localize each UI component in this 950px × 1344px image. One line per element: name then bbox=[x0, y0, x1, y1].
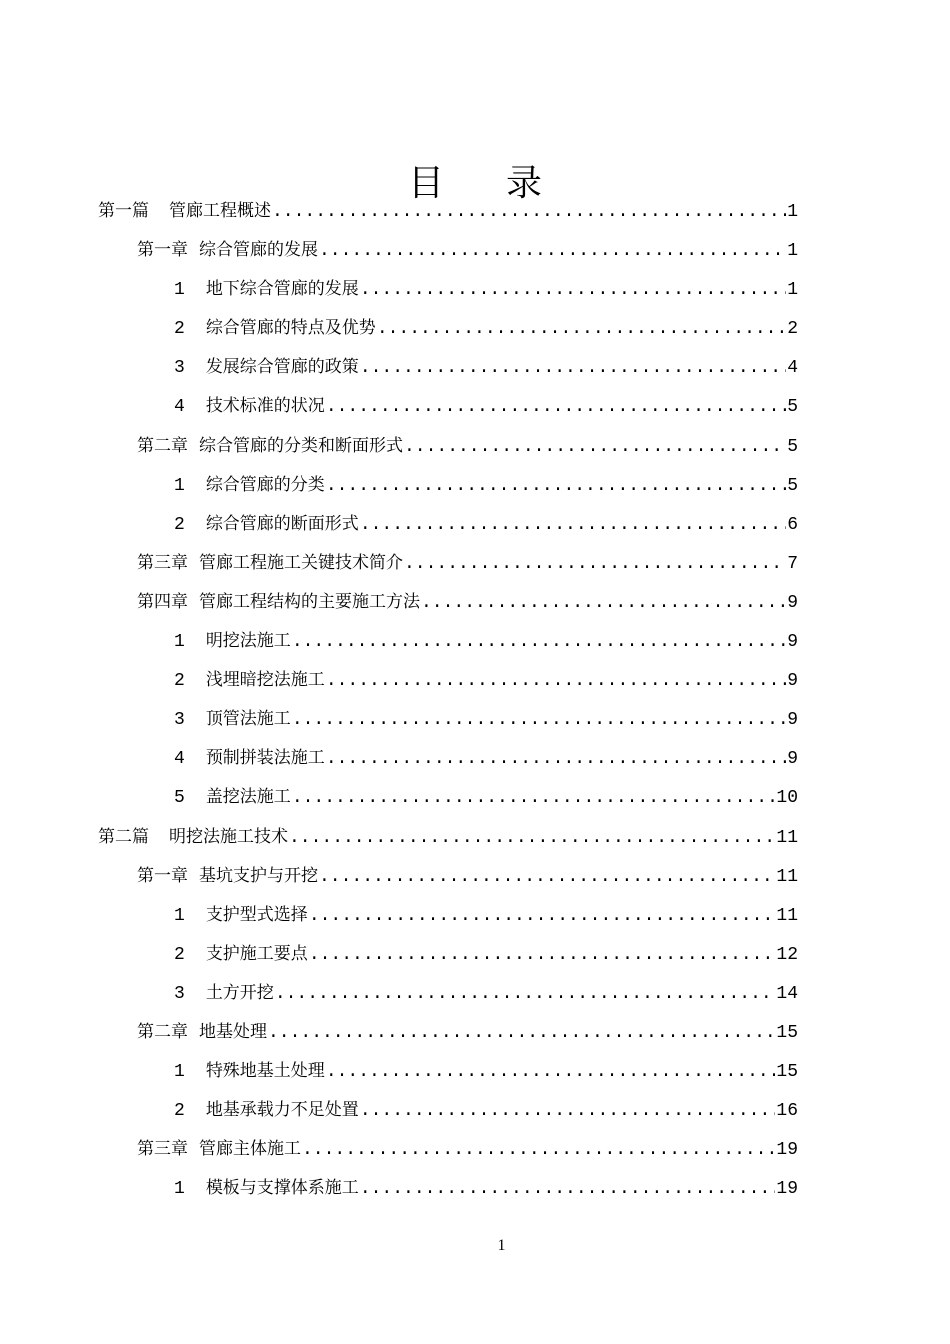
table-of-contents bbox=[98, 192, 798, 1208]
toc-entry-number: 2 bbox=[174, 671, 185, 692]
page-number: 1 bbox=[497, 1237, 506, 1254]
toc-entry-page: 9 bbox=[787, 749, 798, 770]
toc-entry-title: 综合管廊的分类 bbox=[205, 474, 325, 495]
toc-entry-number: 1 bbox=[174, 632, 185, 653]
toc-dot-leader bbox=[292, 779, 776, 817]
title-char-1: 目 bbox=[407, 163, 444, 205]
toc-entry-page: 11 bbox=[776, 905, 798, 926]
toc-entry-page: 15 bbox=[776, 1022, 798, 1043]
toc-entry-page: 19 bbox=[776, 1140, 798, 1161]
toc-entry-title: 管廊工程概述 bbox=[169, 201, 271, 221]
toc-entry[interactable] bbox=[98, 622, 798, 661]
toc-entry-number: 第一章 bbox=[137, 865, 188, 886]
toc-entry[interactable] bbox=[98, 505, 798, 544]
toc-entry[interactable] bbox=[98, 231, 798, 270]
toc-entry[interactable] bbox=[98, 1052, 798, 1091]
toc-entry-page: 9 bbox=[787, 671, 798, 692]
toc-entry-number: 4 bbox=[174, 749, 185, 770]
toc-dot-leader bbox=[292, 623, 786, 661]
toc-entry-number: 1 bbox=[174, 475, 185, 496]
toc-entry-title: 支护施工要点 bbox=[205, 943, 308, 964]
toc-entry-page: 9 bbox=[787, 592, 798, 613]
toc-entry-number: 第一章 bbox=[137, 240, 188, 261]
toc-entry-title: 管廊主体施工 bbox=[199, 1139, 301, 1160]
toc-entry[interactable] bbox=[98, 661, 798, 700]
toc-entry-number: 第三章 bbox=[137, 1139, 188, 1160]
toc-entry-title: 综合管廊的发展 bbox=[199, 240, 318, 261]
toc-entry-page: 5 bbox=[787, 436, 798, 457]
toc-entry[interactable] bbox=[98, 192, 798, 231]
toc-entry-title: 综合管廊的分类和断面形式 bbox=[199, 435, 403, 456]
toc-entry[interactable] bbox=[98, 270, 798, 309]
toc-entry-number: 第二章 bbox=[137, 1021, 188, 1042]
toc-entry[interactable] bbox=[98, 544, 798, 583]
toc-dot-leader bbox=[404, 428, 786, 466]
toc-entry-number: 1 bbox=[174, 1179, 185, 1200]
toc-dot-leader bbox=[272, 193, 786, 231]
title-char-2: 录 bbox=[506, 163, 543, 205]
toc-entry[interactable] bbox=[98, 1013, 798, 1052]
toc-entry-page: 4 bbox=[787, 358, 798, 379]
toc-entry[interactable] bbox=[98, 387, 798, 426]
toc-entry[interactable] bbox=[98, 700, 798, 739]
toc-entry-title: 技术标准的状况 bbox=[205, 396, 325, 417]
toc-entry-number: 2 bbox=[174, 514, 185, 535]
toc-dot-leader bbox=[377, 310, 786, 348]
toc-entry-title: 支护型式选择 bbox=[205, 904, 308, 925]
toc-dot-leader bbox=[268, 1014, 775, 1052]
toc-entry[interactable] bbox=[98, 857, 798, 896]
toc-dot-leader bbox=[326, 662, 786, 700]
toc-dot-leader bbox=[360, 506, 786, 544]
toc-entry-page: 14 bbox=[776, 983, 798, 1004]
toc-entry[interactable] bbox=[98, 974, 798, 1013]
toc-entry-number: 第一篇 bbox=[98, 201, 149, 221]
toc-dot-leader bbox=[326, 740, 786, 778]
toc-dot-leader bbox=[292, 701, 786, 739]
toc-entry-title: 发展综合管廊的政策 bbox=[205, 357, 359, 378]
toc-entry[interactable] bbox=[98, 778, 798, 817]
toc-dot-leader bbox=[319, 232, 786, 270]
toc-dot-leader bbox=[302, 1131, 775, 1169]
toc-entry-title: 明挖法施工 bbox=[205, 631, 291, 652]
toc-entry[interactable] bbox=[98, 309, 798, 348]
toc-entry-number: 2 bbox=[174, 1101, 185, 1122]
toc-entry-title: 模板与支撑体系施工 bbox=[205, 1178, 359, 1199]
toc-entry[interactable] bbox=[98, 427, 798, 466]
toc-dot-leader bbox=[319, 858, 775, 896]
toc-entry[interactable] bbox=[98, 583, 798, 622]
toc-entry-number: 第二章 bbox=[137, 435, 188, 456]
toc-entry-title: 浅埋暗挖法施工 bbox=[205, 670, 325, 691]
toc-dot-leader bbox=[404, 545, 786, 583]
toc-entry[interactable] bbox=[98, 896, 798, 935]
toc-entry-number: 第二篇 bbox=[98, 826, 149, 847]
toc-dot-leader bbox=[289, 819, 775, 857]
toc-entry-title: 地基承载力不足处置 bbox=[205, 1100, 359, 1121]
toc-entry-number: 1 bbox=[174, 1062, 185, 1083]
toc-dot-leader bbox=[275, 975, 776, 1013]
toc-entry-title: 盖挖法施工 bbox=[205, 787, 291, 808]
toc-entry-title: 管廊工程施工关键技术简介 bbox=[199, 552, 403, 573]
toc-entry-page: 1 bbox=[787, 241, 798, 262]
toc-entry[interactable] bbox=[98, 1130, 798, 1169]
toc-entry-title: 综合管廊的断面形式 bbox=[205, 513, 359, 534]
toc-entry-page: 5 bbox=[787, 397, 798, 418]
toc-entry-number: 1 bbox=[174, 280, 185, 301]
toc-entry-number: 2 bbox=[174, 319, 185, 340]
toc-entry-number: 4 bbox=[174, 397, 185, 418]
toc-entry-number: 3 bbox=[174, 358, 185, 379]
toc-entry-number: 3 bbox=[174, 983, 185, 1004]
toc-dot-leader bbox=[360, 1170, 776, 1208]
toc-entry-title: 顶管法施工 bbox=[205, 709, 291, 730]
toc-entry-title: 基坑支护与开挖 bbox=[199, 865, 318, 886]
toc-entry-title: 地下综合管廊的发展 bbox=[205, 279, 359, 300]
toc-dot-leader bbox=[326, 1053, 776, 1091]
toc-entry[interactable] bbox=[98, 818, 798, 857]
toc-entry-page: 15 bbox=[776, 1062, 798, 1083]
toc-entry-page: 1 bbox=[787, 202, 798, 222]
toc-entry[interactable] bbox=[98, 1169, 798, 1208]
toc-entry-title: 管廊工程结构的主要施工方法 bbox=[199, 591, 420, 612]
toc-entry-title: 特殊地基土处理 bbox=[205, 1061, 325, 1082]
toc-entry-page: 11 bbox=[776, 866, 798, 887]
toc-dot-leader bbox=[360, 349, 786, 387]
toc-entry-page: 19 bbox=[776, 1179, 798, 1200]
toc-entry-page: 12 bbox=[776, 944, 798, 965]
toc-entry-page: 16 bbox=[776, 1101, 798, 1122]
toc-dot-leader bbox=[309, 897, 776, 935]
toc-entry-title: 明挖法施工技术 bbox=[169, 826, 288, 847]
toc-entry-number: 1 bbox=[174, 905, 185, 926]
toc-dot-leader bbox=[326, 388, 786, 426]
toc-entry-title: 综合管廊的特点及优势 bbox=[205, 318, 376, 339]
toc-entry-number: 5 bbox=[174, 788, 185, 809]
toc-dot-leader bbox=[421, 584, 786, 622]
toc-dot-leader bbox=[360, 1092, 776, 1130]
toc-entry-title: 土方开挖 bbox=[205, 982, 274, 1003]
toc-entry-title: 地基处理 bbox=[199, 1021, 267, 1042]
toc-entry-page: 1 bbox=[787, 280, 798, 301]
toc-entry-page: 7 bbox=[787, 553, 798, 574]
toc-entry-title: 预制拼装法施工 bbox=[205, 748, 325, 769]
toc-entry-number: 2 bbox=[174, 944, 185, 965]
toc-entry-page: 9 bbox=[787, 710, 798, 731]
toc-entry[interactable] bbox=[98, 348, 798, 387]
toc-entry-page: 10 bbox=[776, 788, 798, 809]
toc-entry-number: 第四章 bbox=[137, 591, 188, 612]
toc-dot-leader bbox=[309, 936, 776, 974]
toc-entry[interactable] bbox=[98, 1091, 798, 1130]
toc-entry-page: 6 bbox=[787, 514, 798, 535]
toc-entry[interactable] bbox=[98, 935, 798, 974]
toc-dot-leader bbox=[326, 467, 786, 505]
toc-entry-number: 第三章 bbox=[137, 552, 188, 573]
toc-entry-page: 9 bbox=[787, 632, 798, 653]
toc-entry-number: 3 bbox=[174, 710, 185, 731]
toc-entry[interactable] bbox=[98, 466, 798, 505]
toc-entry[interactable] bbox=[98, 739, 798, 778]
toc-entry-page: 11 bbox=[776, 827, 798, 848]
toc-entry-page: 2 bbox=[787, 319, 798, 340]
toc-dot-leader bbox=[360, 271, 786, 309]
toc-entry-page: 5 bbox=[787, 475, 798, 496]
